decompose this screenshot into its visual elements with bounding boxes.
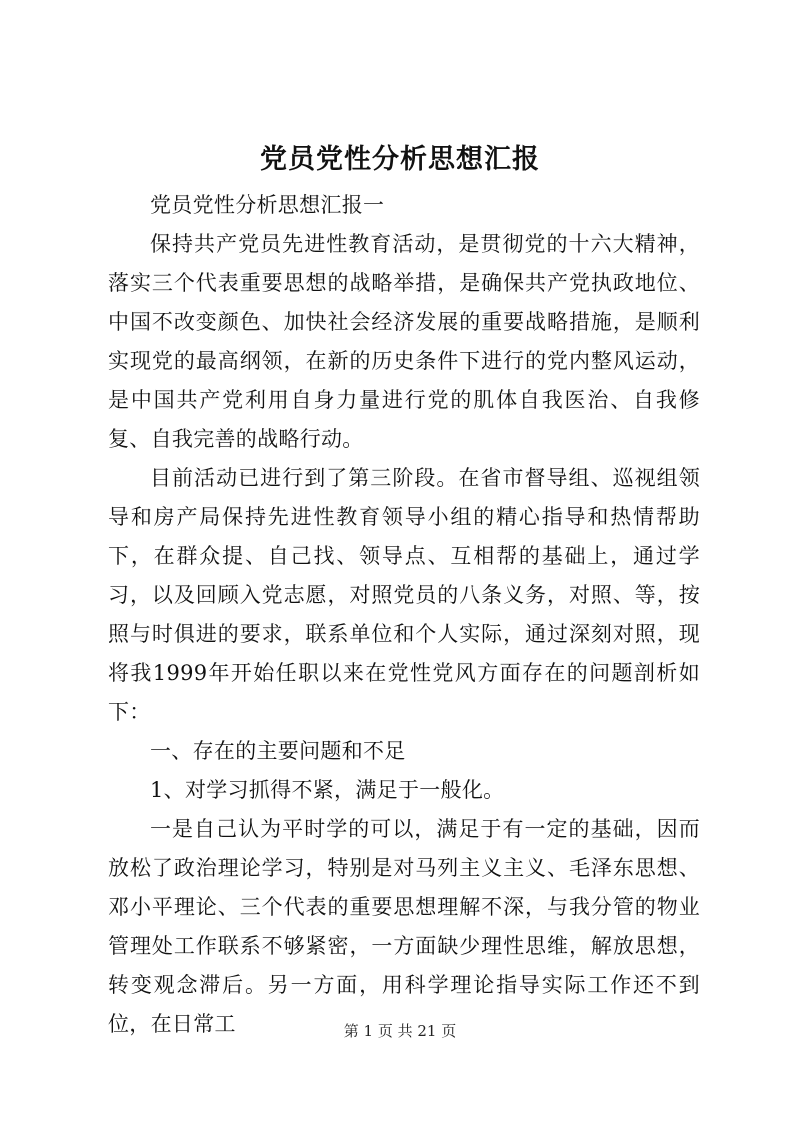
subsection-heading: 1、对学习抓得不紧，满足于一般化。 xyxy=(150,778,505,802)
document-body xyxy=(108,186,700,1044)
page-footer: 第 1 页 共 21 页 xyxy=(343,1022,457,1040)
paragraph-subtitle: 党员党性分析思想汇报一 xyxy=(150,193,385,217)
paragraph-stage: 目前活动已进行到了第三阶段。在省市督导组、巡视组领导和房产局保持先进性教育领导小组的精心指导和热情帮助下，在群众提、自己找、领导点、互相帮的基础上，通过学习，以及回顾入党志愿，对照党员的八条义务，对照、等，按照与时俱进的要求，联系单位和个人实际，通过深刻对照，现将我1999年开始任职以来在党性党风方面存在的问题剖析如下： xyxy=(108,466,700,724)
document-title: 党员党性分析思想汇报 xyxy=(260,144,540,175)
paragraph-detail: 一是自己认为平时学的可以，满足于有一定的基础，因而放松了政治理论学习，特别是对马列主义主义、毛泽东思想、邓小平理论、三个代表的重要思想理解不深，与我分管的物业管理处工作联系不够紧密，一方面缺少理性思维，解放思想，转变观念滞后。另一方面，用科学理论指导实际工作还不到位，在日常工 xyxy=(108,817,700,1036)
section-heading: 一、存在的主要问题和不足 xyxy=(150,739,406,763)
paragraph-intro: 保持共产党员先进性教育活动，是贯彻党的十六大精神，落实三个代表重要思想的战略举措，是确保共产党执政地位、中国不改变颜色、加快社会经济发展的重要战略措施，是顺利实现党的最高纲领，在新的历史条件下进行的党内整风运动，是中国共产党利用自身力量进行党的肌体自我医治、自我修复、自我完善的战略行动。 xyxy=(108,232,700,451)
